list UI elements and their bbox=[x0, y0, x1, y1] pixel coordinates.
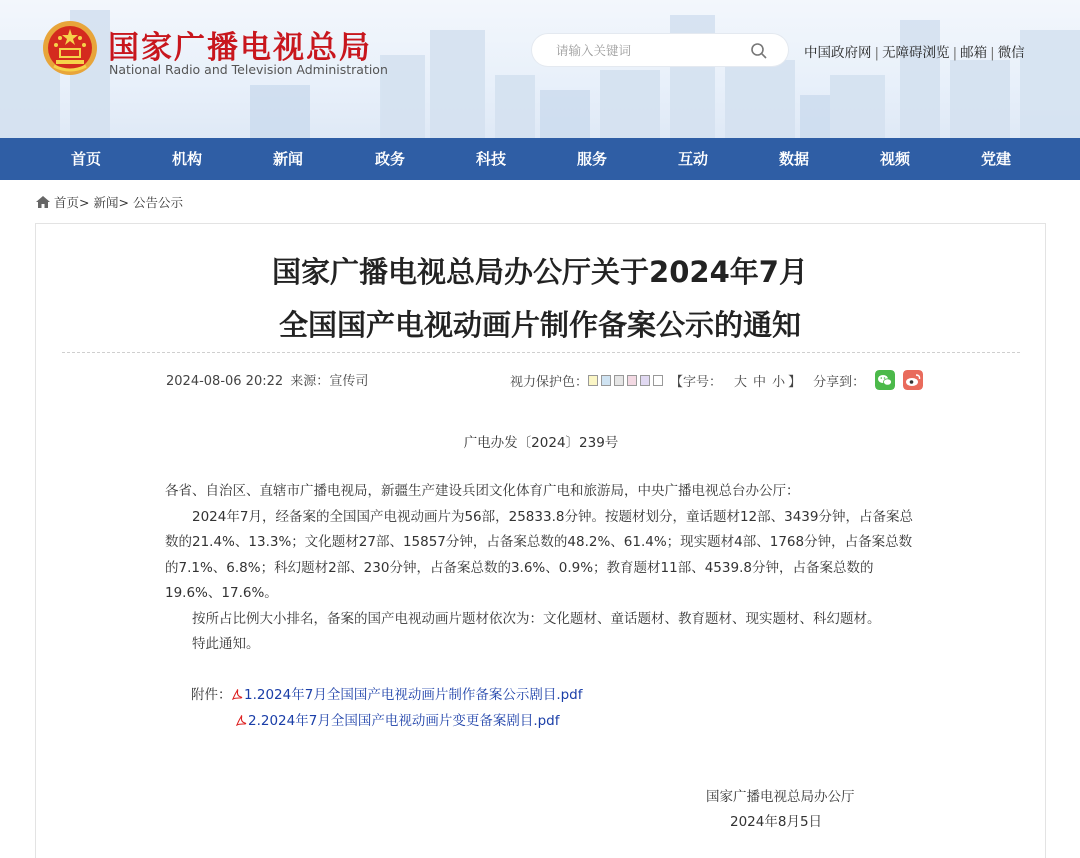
breadcrumb-news[interactable]: 新闻 bbox=[93, 195, 119, 210]
vision-color-yellow[interactable] bbox=[588, 375, 598, 386]
attachment-label: 附件： bbox=[191, 687, 232, 703]
top-links: 中国政府网 | 无障碍浏览 | 邮箱 | 微信 bbox=[804, 45, 1025, 61]
salutation: 各省、自治区、直辖市广播电视局，新疆生产建设兵团文化体育广电和旅游局，中央广播电视总台办公厅： bbox=[165, 483, 800, 499]
breadcrumb-notices[interactable]: 公告公示 bbox=[132, 195, 183, 210]
breadcrumb-home[interactable]: 首页 bbox=[54, 195, 80, 210]
body-paragraph-3: 特此通知。 bbox=[192, 636, 260, 652]
article-title: 国家广播电视总局办公厅关于2024年7月 全国国产电视动画片制作备案公示的通知 bbox=[272, 255, 808, 342]
weibo-share-icon[interactable] bbox=[903, 370, 923, 390]
vision-color-blue[interactable] bbox=[601, 375, 611, 386]
nav-item-video[interactable]: 视频 bbox=[879, 150, 910, 168]
vision-color-label: 视力保护色： bbox=[510, 374, 589, 390]
pdf-icon bbox=[236, 714, 247, 726]
signing-date: 2024年8月5日 bbox=[730, 814, 823, 830]
pdf-icon bbox=[232, 688, 243, 700]
article-body bbox=[165, 479, 923, 658]
site-subtitle: National Radio and Television Administration bbox=[109, 62, 388, 77]
vision-color-pink[interactable] bbox=[627, 375, 637, 386]
nav-item-institution[interactable]: 机构 bbox=[171, 150, 202, 168]
font-size-medium[interactable]: 中 bbox=[753, 374, 767, 390]
signing-organization: 国家广播电视总局办公厅 bbox=[706, 789, 855, 805]
font-size-large[interactable]: 大 bbox=[734, 374, 748, 390]
vision-color-purple[interactable] bbox=[640, 375, 650, 386]
vision-color-white[interactable] bbox=[653, 375, 663, 386]
main-nav bbox=[0, 138, 1080, 180]
document-number: 广电办发〔2024〕239号 bbox=[463, 435, 619, 451]
nav-item-government[interactable]: 政务 bbox=[374, 150, 405, 168]
search-icon[interactable] bbox=[750, 42, 768, 60]
top-link-mail[interactable]: 邮箱 bbox=[960, 45, 988, 61]
body-paragraph-1: 2024年7月，经备案的全国国产电视动画片为56部，25833.8分钟。按题材划分，童话题材12部、3439分钟，占备案总数的21.4%、13.3%；文化题材27部、15857分钟，占备案总数的48.2%、61.4%；现实题材4部、1768分钟，占备案总数的7.1%、6.8%；科幻题材2部、230分钟，占备案总数的3.6%、0.9%；教育题材11部、4539.8分钟，占备案总数的19.6%、17.6%。 bbox=[165, 508, 913, 601]
font-size-close: 】 bbox=[788, 374, 802, 390]
title-divider bbox=[62, 352, 1020, 353]
site-title[interactable]: 国家广播电视总局 bbox=[108, 30, 372, 66]
body-paragraph-2: 按所占比例大小排名，备案的国产电视动画片题材依次为：文化题材、童话题材、教育题材、现实题材、科幻题材。 bbox=[192, 610, 881, 627]
font-size-open: 【字号： bbox=[670, 374, 723, 390]
wechat-share-icon[interactable] bbox=[875, 370, 895, 390]
article-meta bbox=[166, 370, 368, 389]
attachment-link-1[interactable]: 1.2024年7月全国国产电视动画片制作备案公示剧目.pdf bbox=[232, 683, 583, 703]
search-input[interactable] bbox=[556, 40, 746, 60]
source-value: 宣传司 bbox=[329, 374, 369, 389]
home-icon bbox=[36, 196, 50, 208]
search-box bbox=[532, 34, 788, 66]
top-link-accessibility[interactable]: 无障碍浏览 bbox=[882, 45, 950, 61]
top-link-gov[interactable]: 中国政府网 bbox=[804, 45, 872, 61]
nav-item-technology[interactable]: 科技 bbox=[475, 150, 506, 168]
vision-color-gray[interactable] bbox=[614, 375, 624, 386]
attachment-link-2[interactable]: 2.2024年7月全国国产电视动画片变更备案剧目.pdf bbox=[236, 709, 560, 729]
share-label: 分享到： bbox=[813, 374, 866, 390]
source-label: 来源： bbox=[290, 374, 330, 389]
top-link-wechat[interactable]: 微信 bbox=[997, 45, 1025, 61]
breadcrumb: 首页> 新闻> 公告公示 bbox=[36, 193, 183, 211]
site-header bbox=[0, 0, 1080, 138]
national-emblem-icon bbox=[42, 20, 98, 76]
nav-item-home[interactable]: 首页 bbox=[70, 150, 101, 168]
nav-item-interaction[interactable]: 互动 bbox=[677, 150, 708, 168]
nav-item-service[interactable]: 服务 bbox=[576, 150, 607, 168]
nav-item-data[interactable]: 数据 bbox=[778, 150, 809, 168]
nav-item-party[interactable]: 党建 bbox=[980, 150, 1011, 168]
publish-datetime: 2024-08-06 20:22 bbox=[166, 374, 284, 389]
article-tools bbox=[510, 370, 923, 390]
nav-item-news[interactable]: 新闻 bbox=[272, 150, 303, 168]
font-size-small[interactable]: 小 bbox=[772, 374, 786, 390]
